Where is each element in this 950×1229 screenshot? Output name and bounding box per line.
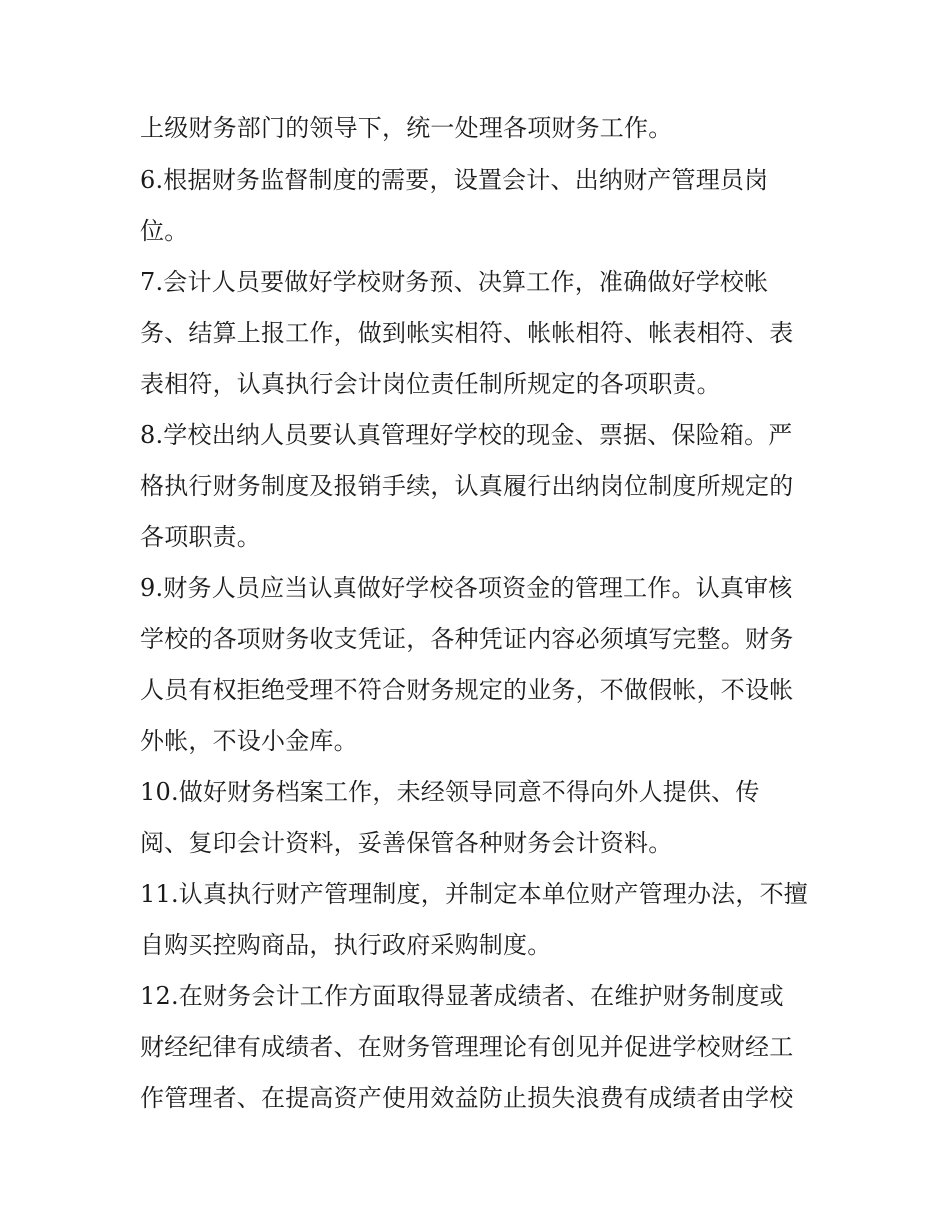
text-line: 11.认真执行财产管理制度，并制定本单位财产管理办法，不擅 <box>140 880 808 908</box>
text-line: 8.学校出纳人员要认真管理好学校的现金、票据、保险箱。严 <box>140 421 793 449</box>
text-line: 7.会计人员要做好学校财务预、决算工作，准确做好学校帐 <box>140 268 769 296</box>
text-line: 12.在财务会计工作方面取得显著成绩者、在维护财务制度或 <box>140 982 784 1010</box>
text-line: 格执行财务制度及报销手续，认真履行出纳岗位制度所规定的 <box>140 472 794 500</box>
text-line: 6.根据财务监督制度的需要，设置会计、出纳财产管理员岗 <box>140 166 769 194</box>
text-line: 表相符，认真执行会计岗位责任制所规定的各项职责。 <box>140 370 721 398</box>
text-line: 10.做好财务档案工作，未经领导同意不得向外人提供、传 <box>140 778 760 806</box>
text-line: 上级财务部门的领导下，统一处理各项财务工作。 <box>140 114 673 142</box>
text-line: 自购买控购商品，执行政府采购制度。 <box>140 931 552 959</box>
text-line: 9.财务人员应当认真做好学校各项资金的管理工作。认真审核 <box>140 574 793 602</box>
text-line: 外帐，不设小金库。 <box>140 727 358 755</box>
text-line: 学校的各项财务收支凭证，各种凭证内容必须填写完整。财务 <box>140 625 794 653</box>
text-line: 阅、复印会计资料，妥善保管各种财务会计资料。 <box>140 829 673 857</box>
text-line: 人员有权拒绝受理不符合财务规定的业务，不做假帐，不设帐 <box>140 676 794 704</box>
text-line: 作管理者、在提高资产使用效益防止损失浪费有成绩者由学校 <box>140 1084 794 1112</box>
text-line: 各项职责。 <box>140 523 261 551</box>
text-line: 位。 <box>140 217 189 245</box>
text-line: 务、结算上报工作，做到帐实相符、帐帐相符、帐表相符、表 <box>140 319 794 347</box>
text-line: 财经纪律有成绩者、在财务管理理论有创见并促进学校财经工 <box>140 1033 794 1061</box>
